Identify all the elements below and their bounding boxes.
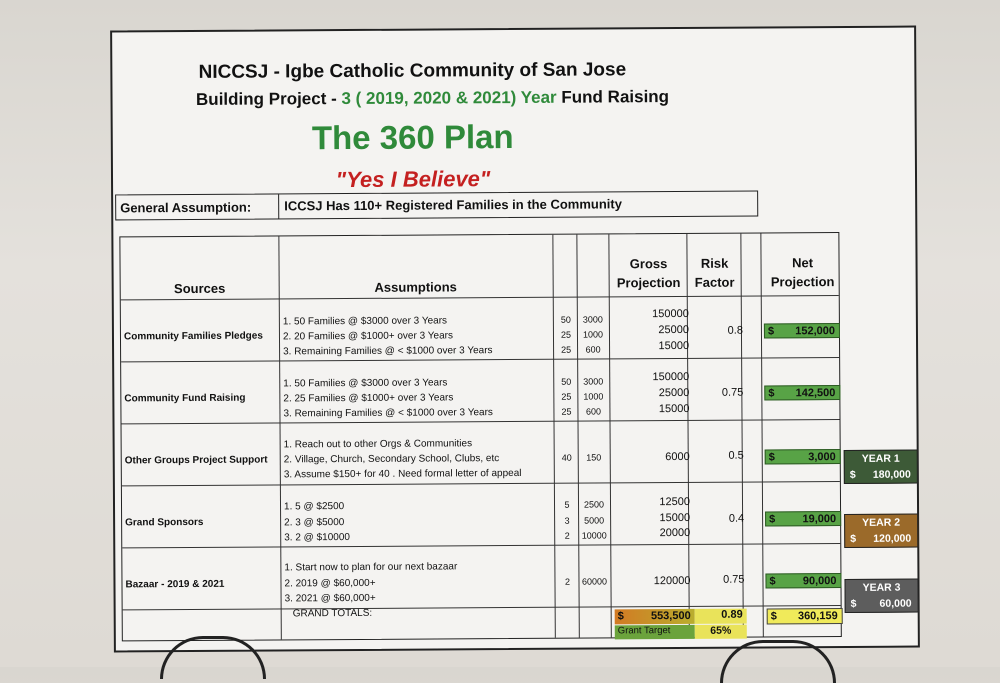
row-quantity: 40: [561, 452, 572, 463]
row-gross: 12500: [659, 495, 691, 509]
total-net: [767, 608, 843, 624]
year-3-box: [844, 579, 918, 613]
row-assumption: 3. 2 @ $10000: [284, 532, 351, 544]
total-risk-factor: 0.89: [695, 609, 747, 624]
subtitle-part-c: Fund Raising: [556, 87, 670, 107]
row-assumption: 3. Remaining Families @ < $1000 over 3 Years: [283, 345, 493, 358]
row-quantity: 25: [560, 329, 572, 340]
row-assumption: 1. Reach out to other Orgs & Communities: [283, 438, 473, 451]
row-gross: 15000: [658, 339, 690, 353]
row-quantity: 25: [561, 391, 572, 402]
header-net-projection: Net Projection: [770, 255, 835, 290]
row-source: Community Families Pledges: [123, 330, 263, 343]
row-gross: 15000: [658, 402, 690, 416]
year-2-box: [844, 514, 918, 548]
row-quantity: 50: [561, 376, 572, 387]
row-gross: 25000: [658, 386, 690, 400]
row-gross: 150000: [652, 370, 690, 384]
row-gross: 6000: [665, 450, 690, 464]
currency-symbol: $: [769, 513, 776, 526]
row-quantity: 2: [564, 576, 571, 587]
row-quantity: 5: [564, 499, 570, 510]
plan-name: The 360 Plan: [311, 118, 514, 157]
total-gross: [615, 609, 695, 624]
row-gross: 120000: [653, 574, 691, 588]
row-unit-amount: 2500: [583, 499, 605, 510]
row-unit-amount: 1000: [582, 329, 604, 340]
subtitle-years: 3 ( 2019, 2020 & 2021) Year: [341, 87, 557, 109]
row-net-projection: [765, 511, 841, 526]
row-gross: 20000: [659, 526, 691, 540]
year-label: YEAR 1: [861, 452, 900, 465]
row-source: Other Groups Project Support: [124, 454, 268, 467]
row-risk-factor: 0.75: [723, 573, 745, 586]
row-assumption: 2. 25 Families @ $1000+ over 3 Years: [283, 392, 454, 405]
row-assumption: 3. Assume $150+ for 40 . Need formal letter of appeal: [283, 467, 522, 481]
currency-symbol: $: [767, 325, 775, 338]
divider: [122, 543, 840, 548]
row-assumption: 1. 5 @ $2500: [283, 501, 345, 513]
currency-symbol: $: [617, 610, 624, 623]
year-1-box: [844, 450, 918, 484]
poster-title: NICCSJ - Igbe Catholic Community of San Jose: [198, 59, 627, 83]
year-amount: 60,000: [879, 597, 912, 610]
row-unit-amount: 5000: [584, 515, 605, 526]
row-unit-amount: 10000: [581, 530, 607, 541]
header-risk-factor: Risk Factor: [694, 255, 735, 290]
row-source: Grand Sponsors: [125, 516, 204, 529]
year-amount: 180,000: [872, 468, 911, 481]
project-subtitle: [152, 87, 712, 110]
total-gross-value: 553,500: [650, 609, 691, 623]
row-net-projection: [765, 449, 841, 464]
year-label: YEAR 2: [862, 516, 901, 529]
divider: [122, 481, 840, 486]
header-sources: Sources: [173, 280, 226, 297]
divider: [760, 233, 763, 636]
net-value: 3,000: [808, 451, 836, 464]
currency-symbol: $: [850, 597, 857, 610]
total-net-value: 360,159: [797, 610, 838, 623]
row-unit-amount: 3000: [582, 314, 603, 325]
grand-totals-label: GRAND TOTALS:: [292, 607, 373, 620]
row-assumption: 3. 2021 @ $60,000+: [284, 592, 376, 605]
currency-symbol: $: [770, 610, 777, 623]
general-assumption-label: General Assumption:: [120, 199, 252, 216]
row-assumption: 2. 2019 @ $60,000+: [284, 577, 376, 590]
row-net-projection: [764, 323, 840, 338]
slogan: "Yes I Believe": [335, 166, 491, 193]
fundraising-poster: [110, 26, 920, 653]
general-assumption-box: [115, 191, 758, 221]
row-assumption: 1. 50 Families @ $3000 over 3 Years: [282, 315, 448, 328]
row-gross: 150000: [652, 307, 689, 321]
subtitle-part-a: Building Project -: [195, 89, 342, 109]
row-risk-factor: 0.8: [727, 324, 743, 337]
row-quantity: 3: [564, 515, 570, 526]
divider: [278, 194, 279, 218]
header-gross-projection: Gross Projection: [616, 256, 681, 291]
row-unit-amount: 150: [586, 452, 602, 463]
row-quantity: 25: [561, 344, 572, 355]
row-net-projection: [765, 573, 841, 588]
currency-symbol: $: [769, 575, 776, 588]
net-value: 19,000: [802, 513, 837, 526]
year-label: YEAR 3: [862, 581, 901, 594]
row-assumption: 1. 50 Families @ $3000 over 3 Years: [283, 377, 448, 390]
row-source: Bazaar - 2019 & 2021: [125, 578, 225, 591]
row-unit-amount: 600: [585, 406, 601, 417]
row-risk-factor: 0.75: [721, 386, 744, 399]
row-gross: 25000: [658, 323, 689, 337]
currency-symbol: $: [850, 532, 857, 545]
row-unit-amount: 3000: [583, 376, 604, 387]
row-assumption: 1. Start now to plan for our next bazaar: [284, 561, 458, 574]
row-quantity: 2: [564, 530, 570, 541]
net-value: 152,000: [795, 325, 835, 338]
row-unit-amount: 60000: [581, 576, 608, 587]
row-gross: 15000: [659, 511, 691, 525]
header-assumptions: Assumptions: [374, 279, 457, 295]
currency-symbol: $: [768, 451, 775, 464]
row-assumption: 2. 3 @ $5000: [284, 517, 345, 529]
row-net-projection: [764, 385, 840, 400]
net-value: 142,500: [795, 387, 836, 400]
row-risk-factor: 0.5: [728, 449, 744, 462]
projection-table: [119, 232, 841, 641]
currency-symbol: $: [768, 387, 775, 400]
row-source: Community Fund Raising: [124, 392, 246, 405]
row-assumption: 3. Remaining Families @ < $1000 over 3 Years: [283, 407, 493, 420]
net-value: 90,000: [802, 575, 837, 588]
row-risk-factor: 0.4: [728, 512, 745, 525]
row-quantity: 50: [560, 314, 571, 325]
row-assumption: 2. 20 Families @ $1000+ over 3 Years: [282, 330, 453, 343]
general-assumption-value: ICCSJ Has 110+ Registered Families in the Community: [284, 196, 622, 214]
grant-target-percent: 65%: [695, 625, 747, 639]
currency-symbol: $: [849, 468, 856, 481]
row-unit-amount: 1000: [583, 391, 604, 402]
row-unit-amount: 600: [585, 344, 601, 355]
grant-target-label: Grant Target: [615, 625, 695, 639]
row-assumption: 2. Village, Church, Secondary School, Clubs, etc: [283, 453, 500, 466]
year-amount: 120,000: [873, 532, 912, 545]
row-quantity: 25: [561, 406, 572, 417]
